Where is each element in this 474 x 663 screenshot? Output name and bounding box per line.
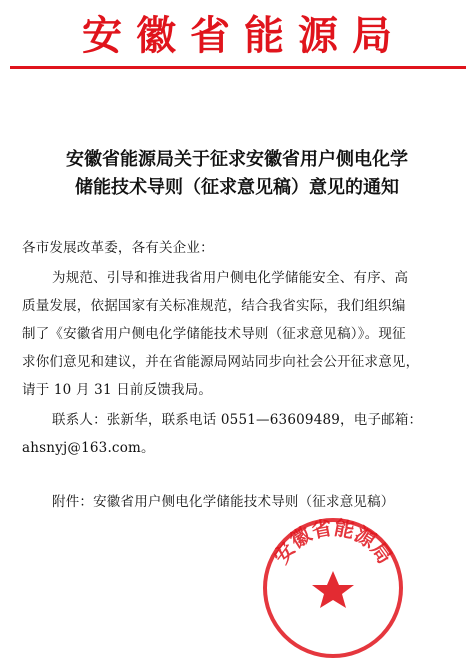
paragraph-line: 请于 10 月 31 日前反馈我局。 — [22, 382, 213, 398]
attachment-line: 附件：安徽省用户侧电化学储能技术导则（征求意见稿） — [52, 494, 395, 510]
red-divider — [10, 66, 466, 69]
document-title-line-2: 储能技术导则（征求意见稿）意见的通知 — [75, 177, 399, 198]
official-seal-stamp — [258, 513, 408, 663]
contact-line: 联系人：张新华，联系电话 0551—63609489，电子邮箱： — [52, 412, 423, 428]
contact-email-line: ahsnyj@163.com。 — [22, 440, 155, 456]
salutation: 各市发展改革委，各有关企业： — [22, 240, 214, 256]
paragraph-line: 制了《安徽省用户侧电化学储能技术导则（征求意见稿）》。现征 — [22, 326, 406, 342]
document-title-line-1: 安徽省能源局关于征求安徽省用户侧电化学 — [66, 149, 408, 170]
masthead-title: 安徽省能源局 — [82, 12, 406, 59]
paragraph-line: 为规范、引导和推进我省用户侧电化学储能安全、有序、高 — [52, 270, 409, 286]
paragraph-line: 质量发展，依据国家有关标准规范，结合我省实际，我们组织编 — [22, 298, 406, 314]
paragraph-line: 求你们意见和建议，并在省能源局网站同步向社会公开征求意见， — [22, 354, 420, 370]
seal-star-icon — [312, 571, 354, 608]
svg-text:安徽省能源局: 安徽省能源局 — [268, 515, 398, 568]
